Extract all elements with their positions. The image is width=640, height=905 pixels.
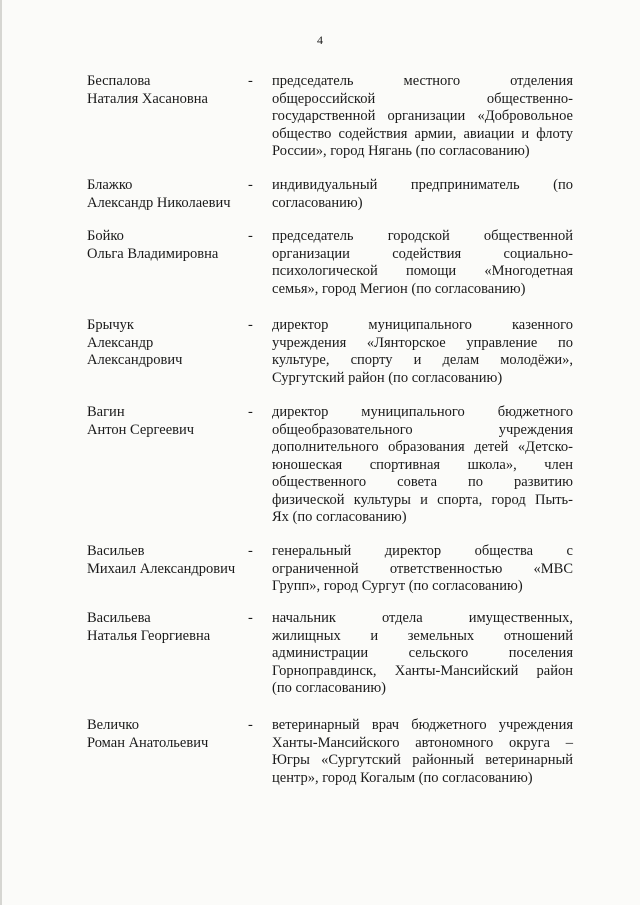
member-position-line: юношеская спортивная школа», член: [272, 456, 573, 473]
member-position-line: генеральный директор общества с: [272, 543, 573, 559]
member-position-line: учреждения «Лянторское управление по: [272, 334, 573, 351]
member-name-line: Александрович: [87, 352, 183, 368]
member-position-line: председатель городской общественной: [272, 228, 573, 244]
member-position: [272, 228, 573, 298]
member-position-line: начальник отдела имущественных,: [272, 610, 573, 626]
member-position-line: семья», город Мегион (по согласованию): [272, 280, 526, 297]
member-name: [87, 717, 252, 752]
member-name-line: Вагин: [87, 404, 125, 420]
member-position-line: общероссийской общественно-: [272, 90, 573, 107]
entry-dash: -: [248, 717, 253, 733]
member-position: [272, 610, 573, 698]
page-number: 4: [317, 33, 323, 47]
member-name-line: Блажко: [87, 177, 133, 193]
member-name-line: Величко: [87, 717, 139, 733]
member-position-line: центр», город Когалым (по согласованию): [272, 769, 533, 786]
scan-edge: [0, 0, 2, 905]
entry-dash: -: [248, 177, 253, 193]
member-position: [272, 73, 573, 161]
member-position-line: общественного совета по развитию: [272, 474, 573, 490]
member-name-line: Ольга Владимировна: [87, 245, 219, 262]
member-position-line: физической культуры и спорта, город Пыть-: [272, 491, 573, 508]
entry-dash: -: [248, 610, 253, 626]
member-position-line: общество содействия армии, авиации и флоту: [272, 125, 573, 142]
member-position-line: России», город Нягань (по согласованию): [272, 143, 530, 159]
member-position-line: культуре, спорту и делам молодёжи»,: [272, 352, 573, 368]
member-position-line: ограниченной ответственностью «МВС: [272, 560, 573, 577]
member-position-line: (по согласованию): [272, 680, 386, 696]
member-position-line: директор муниципального казенного: [272, 317, 573, 333]
member-name: [87, 317, 252, 370]
member-position-line: Югры «Сургутский районный ветеринарный: [272, 752, 573, 768]
entry-dash: -: [248, 73, 253, 89]
member-position-line: государственной организации «Добровольное: [272, 108, 573, 124]
member-position-line: Горноправдинск, Ханты-Мансийский район: [272, 662, 573, 679]
member-position-line: жилищных и земельных отношений: [272, 627, 573, 644]
member-position-line: ветеринарный врач бюджетного учреждения: [272, 717, 573, 733]
member-position: [272, 717, 573, 787]
member-name: [87, 543, 252, 578]
member-position-line: Ханты-Мансийского автономного округа –: [272, 734, 573, 751]
member-name-line: Бойко: [87, 228, 124, 244]
member-position: [272, 404, 573, 527]
member-position-line: Групп», город Сургут (по согласованию): [272, 578, 523, 594]
entry-dash: -: [248, 228, 253, 244]
member-name-line: Александр Николаевич: [87, 194, 231, 211]
entry-dash: -: [248, 543, 253, 559]
member-name: [87, 228, 252, 263]
member-name-line: Васильева: [87, 610, 151, 626]
member-position-line: председатель местного отделения: [272, 73, 573, 89]
member-name: [87, 610, 252, 645]
member-position: [272, 543, 573, 596]
member-name-line: Роман Анатольевич: [87, 734, 209, 751]
member-position-line: общеобразовательного учреждения: [272, 421, 573, 438]
member-position-line: директор муниципального бюджетного: [272, 404, 573, 420]
member-name: [87, 404, 252, 439]
member-name-line: Александр: [87, 334, 154, 351]
member-position-line: индивидуальный предприниматель (по: [272, 177, 573, 193]
member-name-line: Брычук: [87, 317, 134, 333]
member-position: [272, 177, 573, 212]
member-name: [87, 73, 252, 108]
member-name-line: Наталия Хасановна: [87, 90, 208, 107]
entry-dash: -: [248, 317, 253, 333]
entry-dash: -: [248, 404, 253, 420]
member-position-line: организации содействия социально-: [272, 245, 573, 262]
member-position-line: психологической помощи «Многодетная: [272, 263, 573, 279]
member-position-line: администрации сельского поселения: [272, 645, 573, 661]
member-name-line: Наталья Георгиевна: [87, 627, 211, 644]
member-position-line: дополнительного образования детей «Детско-: [272, 439, 573, 455]
member-name-line: Беспалова: [87, 73, 151, 89]
member-position-line: Сургутский район (по согласованию): [272, 369, 503, 386]
member-position: [272, 317, 573, 387]
member-name: [87, 177, 252, 212]
member-name-line: Васильев: [87, 543, 145, 559]
member-position-line: согласованию): [272, 194, 363, 211]
member-name-line: Михаил Александрович: [87, 560, 236, 577]
member-name-line: Антон Сергеевич: [87, 421, 195, 438]
member-position-line: Ях (по согласованию): [272, 509, 407, 525]
